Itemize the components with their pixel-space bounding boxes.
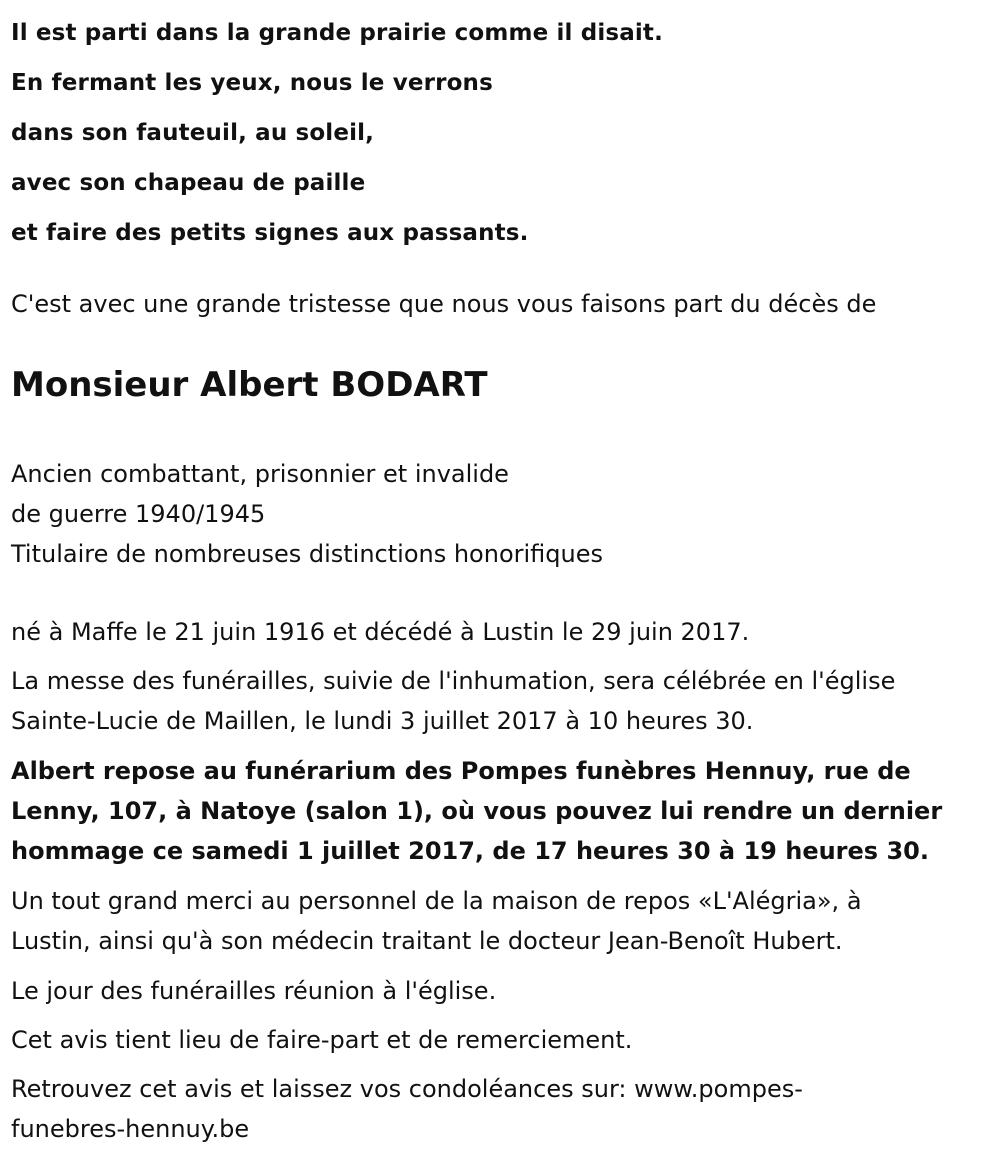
website-line: funebres-hennuy.be (11, 1115, 250, 1143)
poem (11, 8, 663, 258)
thanks-line: Lustin, ainsi qu'à son médecin traitant le docteur Jean-Benoît Hubert. (11, 927, 843, 955)
visitation-line: Albert repose au funérarium des Pompes funèbres Hennuy, rue de (11, 757, 911, 785)
website-note (11, 1069, 986, 1149)
announcement-intro: C'est avec une grande tristesse que nous vous faisons part du décès de (11, 290, 877, 318)
poem-line: avec son chapeau de paille (11, 170, 366, 196)
visitation-line: hommage ce samedi 1 juillet 2017, de 17 heures 30 à 19 heures 30. (11, 837, 929, 865)
deceased-titles (11, 454, 603, 574)
birth-death-info: né à Maffe le 21 juin 1916 et décédé à Lustin le 29 juin 2017. (11, 618, 750, 646)
poem-line: Il est parti dans la grande prairie comme il disait. (11, 20, 663, 46)
website-line: Retrouvez cet avis et laissez vos condoléances sur: www.pompes- (11, 1075, 803, 1103)
poem-line: et faire des petits signes aux passants. (11, 220, 529, 246)
notice-statement: Cet avis tient lieu de faire-part et de remerciement. (11, 1026, 633, 1054)
poem-line: dans son fauteuil, au soleil, (11, 120, 375, 146)
deceased-name: Monsieur Albert BODART (11, 365, 488, 405)
poem-line: En fermant les yeux, nous le verrons (11, 70, 493, 96)
title-line: Titulaire de nombreuses distinctions honorifiques (11, 540, 603, 568)
thanks-message (11, 881, 986, 961)
title-line: de guerre 1940/1945 (11, 500, 266, 528)
visitation-info (11, 751, 986, 871)
thanks-line: Un tout grand merci au personnel de la maison de repos «L'Alégria», à (11, 887, 862, 915)
visitation-line: Lenny, 107, à Natoye (salon 1), où vous pouvez lui rendre un dernier (11, 797, 943, 825)
funeral-mass-line: Sainte-Lucie de Maillen, le lundi 3 juillet 2017 à 10 heures 30. (11, 707, 754, 735)
gathering-info: Le jour des funérailles réunion à l'église. (11, 977, 497, 1005)
funeral-mass-info (11, 661, 986, 741)
title-line: Ancien combattant, prisonnier et invalide (11, 460, 509, 488)
funeral-mass-line: La messe des funérailles, suivie de l'inhumation, sera célébrée en l'église (11, 667, 896, 695)
